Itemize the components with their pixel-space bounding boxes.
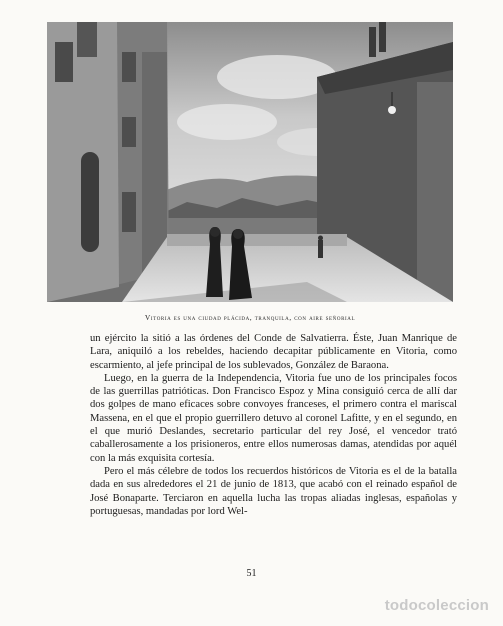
figure-caption: Vitoria es una ciudad plácida, tranquila, con aire señorial bbox=[144, 313, 356, 322]
paragraph-2: Luego, en la guerra de la Independencia, Vitoria fue uno de los principales focos de las guerrillas patrióticas. Don Francisco Espoz y Mina consiguió cerca de allí dar dos golpes de mano eficaces sobre convoyes franceses, el primero contra el mariscal Massena, en el que el propio guerrillero detuvo al coronel Lafitte, y en el segundo, en el que murió Deslandes, secretario particular del rey José, el vencedor trató caballerosamente a los prisioneros, entre ellos numerosas damas, atendidas por aquél con la más exquisita cortesía. bbox=[90, 372, 457, 464]
street-scene-image bbox=[47, 22, 453, 302]
paragraph-1: un ejército la sitió a las órdenes del Conde de Salvatierra. Éste, Juan Manrique de Lara, aniquiló a los rebeldes, haciendo decapitar públicamente en Vitoria, como escarmiento, al jefe principal de los sublevados, González de Baraona. bbox=[90, 333, 457, 371]
watermark-logo: todocoleccion bbox=[384, 597, 489, 614]
body-text bbox=[90, 332, 457, 518]
paragraph-3: Pero el más célebre de todos los recuerdos históricos de Vitoria es el de la batalla dada en sus alrededores el 21 de junio de 1813, que acabó con el reinado español de José Bonaparte. Terciaron en aquella lucha las tropas aliadas inglesas, españolas y portuguesas, mandadas por lord Wel- bbox=[90, 465, 457, 517]
page-number: 51 bbox=[246, 568, 257, 579]
street-photograph bbox=[47, 22, 453, 302]
